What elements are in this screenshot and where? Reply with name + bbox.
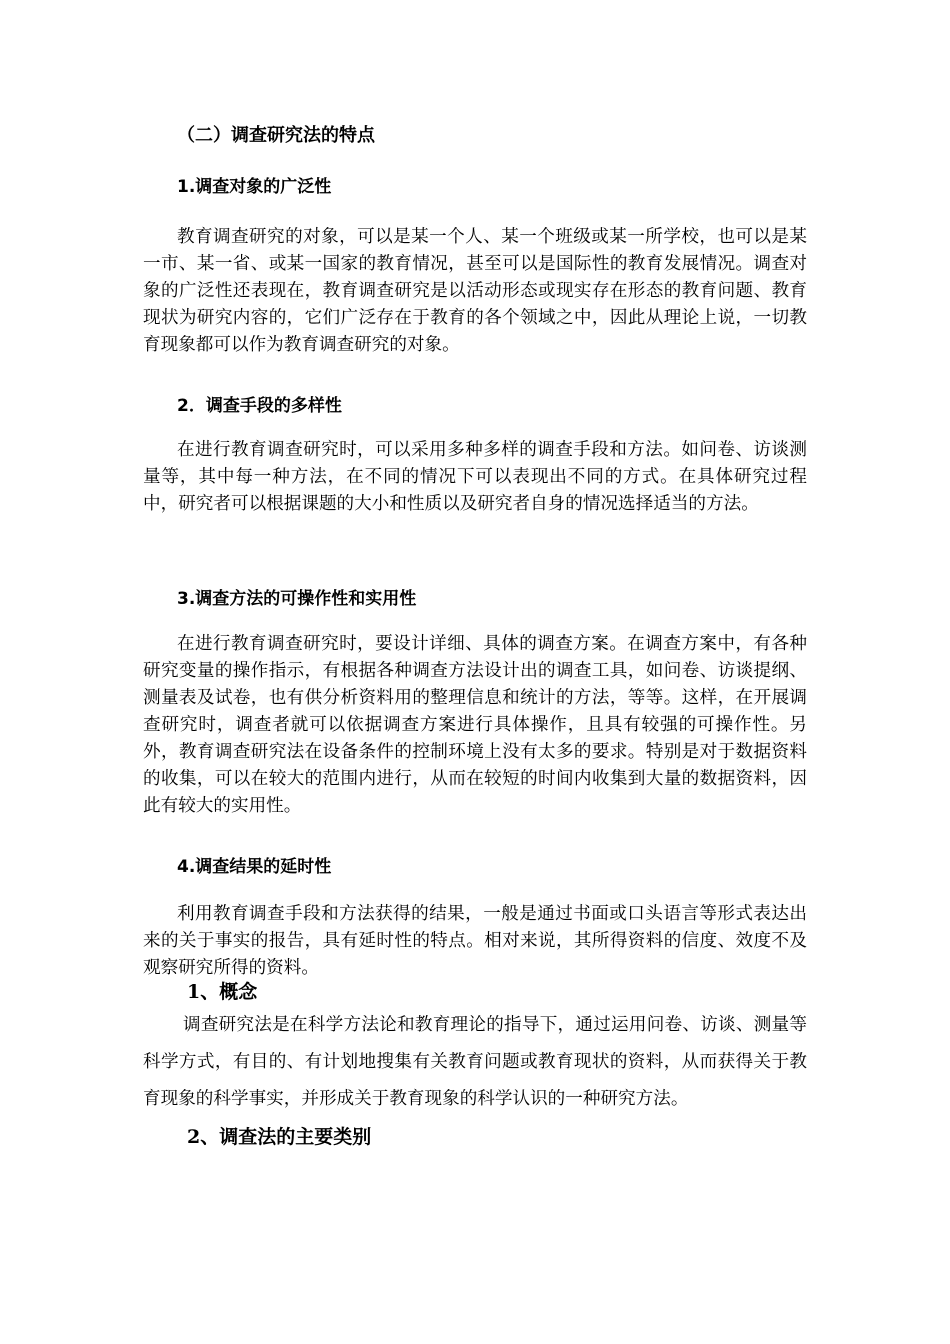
section-title: （二）调查研究法的特点: [177, 125, 375, 146]
heading-main-categories: 2、调查法的主要类别: [187, 1126, 372, 1148]
paragraph-diversity-of-means: 在进行教育调查研究时，可以采用多种多样的调查手段和方法。如问卷、访谈测量等，其中每一种方法，在不同的情况下可以表现出不同的方式。在具体研究过程中，研究者可以根据课题的大小和性质以及研究者自身的情况选择适当的方法。: [143, 440, 807, 514]
heading-delayed-results: 4.调查结果的延时性: [177, 857, 332, 877]
heading-breadth-of-subjects: 1.调查对象的广泛性: [177, 177, 332, 197]
heading-concept: 1、概念: [187, 981, 258, 1003]
paragraph-delayed-results: 利用教育调查手段和方法获得的结果，一般是通过书面或口头语言等形式表达出来的关于事实的报告，具有延时性的特点。相对来说，其所得资料的信度、效度不及观察研究所得的资料。: [143, 904, 807, 978]
paragraph-concept: 调查研究法是在科学方法论和教育理论的指导下，通过运用问卷、访谈、测量等科学方式，有目的、有计划地搜集有关教育问题或教育现状的资料，从而获得关于教育现象的科学事实，并形成关于教育现象的科学认识的一种研究方法。: [143, 1015, 807, 1109]
heading-operability-and-practicality: 3.调查方法的可操作性和实用性: [177, 589, 417, 609]
paragraph-breadth-of-subjects: 教育调查研究的对象，可以是某一个人、某一个班级或某一所学校，也可以是某一市、某一省、或某一国家的教育情况，甚至可以是国际性的教育发展情况。调查对象的广泛性还表现在，教育调查研究是以活动形态或现实存在形态的教育问题、教育现状为研究内容的，它们广泛存在于教育的各个领域之中，因此从理论上说，一切教育现象都可以作为教育调查研究的对象。: [143, 227, 807, 355]
heading-diversity-of-means: 2．调查手段的多样性: [177, 396, 342, 416]
paragraph-operability-and-practicality: 在进行教育调查研究时，要设计详细、具体的调查方案。在调查方案中，有各种研究变量的操作指示，有根据各种调查方法设计出的调查工具，如问卷、访谈提纲、测量表及试卷，也有供分析资料用的整理信息和统计的方法，等等。这样，在开展调查研究时，调查者就可以依据调查方案进行具体操作，且具有较强的可操作性。另外，教育调查研究法在设备条件的控制环境上没有太多的要求。特别是对于数据资料的收集，可以在较大的范围内进行，从而在较短的时间内收集到大量的数据资料，因此有较大的实用性。: [143, 634, 807, 816]
